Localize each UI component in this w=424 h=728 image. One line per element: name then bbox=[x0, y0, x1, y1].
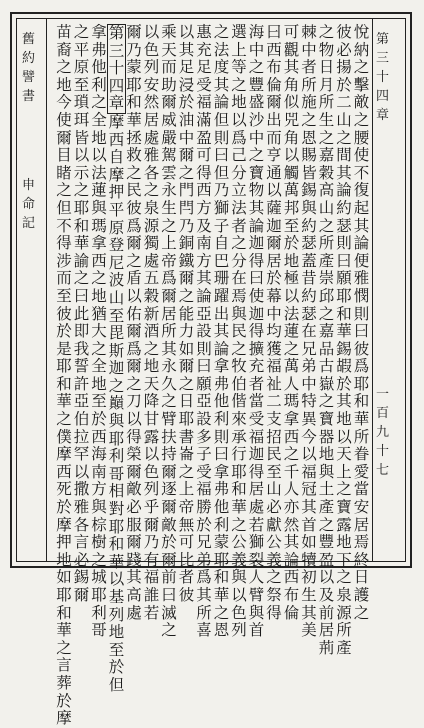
right-margin bbox=[376, 28, 400, 548]
text-column: 拿 弗 他 利 之 全 地 以 法 蓮 與 瑪 拿 西 之 地 猶 大 之 全 地 至 於 西 海 南 方 與 棕 樹 之 城 耶 利 哥 bbox=[91, 23, 107, 640]
page-number: 一百九十七 bbox=[376, 387, 390, 478]
text-column: 乘 天 而 助 爾 威 嚴 駕 雲 永 生 之 上 帝 爲 爾 居 所 其 永 久 之 臂 扶 持 爾 逐 爾 敵 於 爾 前 曰 滅 之 bbox=[161, 23, 177, 640]
text-column: 之 平 原 至 瑣 珥 皆 以 示 之 耶 和 華 諭 之 曰 此 即 我 誓 許 亞 伯 拉 罕 以 撒 雅 各 言 必 錫 爾 bbox=[73, 23, 90, 604]
text-column: 爾 乃 蒙 耶 和 華 拯 救 之 民 彼 爲 爾 之 盾 以 佑 爾 爲 爾 之 刀 以 得 榮 爾 敵 必 服 爾 踐 其 高 處 bbox=[126, 23, 142, 622]
margin-rule-left bbox=[46, 18, 47, 562]
text-column: 選 上 等 之 地 以 爲 己 分 立 法 者 之 分 在 焉 與 民 之 牧 伯 偕 來 承 行 耶 和 華 之 公 義 與 以 色 列 bbox=[231, 23, 247, 640]
book-title: 舊約譬書 bbox=[22, 32, 36, 104]
text-column: 第 三 十 四 章 摩 西 自 摩 押 平 原 登 尼 波 山 至 毘 斯 迦 之 巔 與 耶 利 哥 相 對 耶 和 華 以 基 列 地 至 於 但 bbox=[108, 24, 125, 694]
text-column: 海 中 之 豐 盛 沙 中 之 寶 物 其 論 迦 得 曰 使 迦 得 擴 充 者 當 受 福 迦 得 居 處 若 獅 裂 人 臂 與 首 bbox=[248, 23, 265, 640]
text-column: 苗 裔 之 地 今 使 爾 目 睹 之 但 不 得 涉 而 至 彼 於 是 耶 和 華 之 僕 摩 西 死 於 摩 押 地 如 耶 和 華 之 言 葬 於 摩 bbox=[56, 23, 72, 728]
text-column: 之 物 日 月 所 生 之 嘉 穀 高 山 之 所 產 崇 邱 之 嘉 品 古 嶽 之 寶 器 地 與 土 產 之 豐 盈 以 及 前 居 荊 bbox=[318, 23, 335, 657]
left-margin bbox=[22, 28, 46, 548]
text-column: 彼 必 揚 於 二 山 之 間 其 論 約 瑟 則 曰 願 耶 和 華 錫 嘏 於 其 地 以 天 上 之 寶 露 地 下 之 泉 源 所 產 bbox=[336, 23, 352, 657]
chapter-label: 第三十四章 bbox=[376, 32, 390, 123]
text-column: 惠 充 足 受 福 滿 盈 可 得 西 方 及 南 方 其 論 亞 設 則 曰 願 亞 設 多 子 受 福 勝 於 兄 弟 爲 其 所 喜 bbox=[196, 23, 212, 640]
text-column: 悅 納 之 擊 敵 之 腰 使 不 復 起 其 論 便 雅 憫 則 曰 彼 爲 耶 和 華 所 眷 愛 當 安 居 焉 終 日 護 之 bbox=[353, 23, 370, 622]
vertical-text-body bbox=[52, 23, 370, 728]
text-column: 曰 西 布 倫 爾 出 而 亨 通 以 薩 迦 爾 居 於 幕 中 均 獲 福 祉 二 支 招 民 至 山 必 獻 公 義 之 祭 得 bbox=[266, 23, 282, 622]
chapter-heading-box: 第 三 十 四 章 bbox=[108, 24, 125, 113]
text-column: 棘 中 者 所 施 之 恩 賜 皆 錫 與 約 瑟 蓋 昔 約 瑟 在 兄 弟 中 特 異 今 以 福 冠 其 首 如 犢 初 生 其 美 bbox=[301, 23, 317, 640]
text-column: 以 色 列 安 然 居 處 雅 各 之 泉 源 獨 處 五 穀 新 酒 之 地 天 降 甘 露 以 色 列 乎 爾 乃 有 福 誰 若 bbox=[143, 23, 160, 622]
text-column: 可 觀 其 角 似 兕 角 以 觸 萬 邦 至 於 地 極 以 法 蓮 之 萬 人 瑪 拿 西 之 千 人 亦 然 其 論 西 布 倫 bbox=[283, 23, 300, 622]
text-column: 以 其 足 浸 於 油 中 爾 之 門 閂 乃 銅 鐵 爾 之 能 力 如 爾 之 日 耶 書 崙 之 上 帝 無 可 比 者 彼 bbox=[178, 23, 195, 604]
text-column: 之 法 度 其 論 但 則 曰 但 乃 獅 子 自 巴 珊 躍 出 其 論 拿 弗 他 利 則 曰 拿 弗 他 利 蒙 耶 和 華 之 恩 bbox=[213, 23, 230, 640]
book-subtitle: 申命記 bbox=[22, 178, 36, 231]
